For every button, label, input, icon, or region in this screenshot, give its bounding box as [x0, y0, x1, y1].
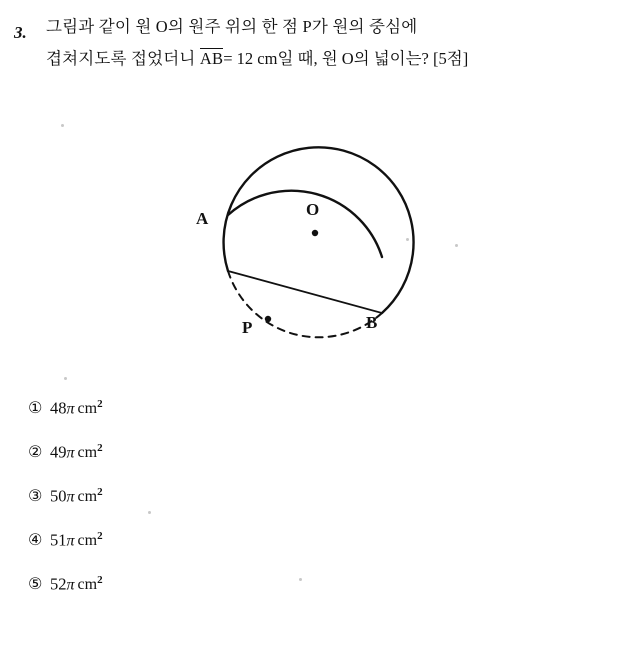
circle-o-solid-arc — [224, 147, 414, 313]
choice-value: 52 — [50, 574, 67, 594]
scan-speck — [61, 124, 64, 127]
scan-speck — [299, 578, 302, 581]
scan-speck — [406, 238, 409, 241]
choice-value: 51 — [50, 530, 67, 550]
question-line-1: 그림과 같이 원 O의 원주 위의 한 점 P가 원의 중심에 — [46, 17, 418, 36]
question-number: 3. — [14, 23, 27, 42]
choice-unit: cm — [77, 444, 98, 462]
choice-exponent: 2 — [97, 574, 103, 586]
pi-symbol: π — [66, 532, 75, 550]
choice-option[interactable] — [28, 442, 408, 486]
choice-exponent: 2 — [97, 486, 103, 498]
pi-symbol: π — [66, 400, 75, 418]
pi-symbol: π — [66, 488, 75, 506]
scan-speck — [64, 377, 67, 380]
choice-exponent: 2 — [97, 398, 103, 410]
question-line-2-suffix: = 12 cm일 때, 원 O의 넓이는? [5점] — [223, 49, 469, 68]
question-line-2 — [46, 44, 614, 74]
answer-choices — [28, 398, 408, 618]
choice-unit: cm — [77, 488, 98, 506]
choice-option[interactable] — [28, 574, 408, 618]
choice-marker: ④ — [28, 530, 43, 550]
label-b: B — [366, 313, 378, 332]
scan-speck — [455, 244, 458, 247]
label-o: O — [306, 200, 320, 219]
label-a: A — [196, 209, 209, 228]
choice-value: 50 — [50, 486, 67, 506]
choice-value: 49 — [50, 442, 67, 462]
choice-option[interactable] — [28, 530, 408, 574]
choice-option[interactable] — [28, 486, 408, 530]
choice-unit: cm — [77, 400, 98, 418]
center-point-o — [312, 230, 318, 236]
choice-value: 48 — [50, 398, 67, 418]
geometry-figure — [180, 103, 450, 363]
label-p: P — [242, 318, 253, 337]
choice-unit: cm — [77, 576, 98, 594]
choice-option[interactable] — [28, 398, 408, 442]
point-p-dot — [265, 316, 271, 322]
figure-svg — [180, 103, 450, 363]
chord-ab — [228, 271, 382, 313]
scan-speck — [148, 511, 151, 514]
question-line-2-prefix: 겹쳐지도록 접었더니 — [46, 49, 200, 68]
pi-symbol: π — [66, 576, 75, 594]
choice-marker: ③ — [28, 486, 43, 506]
folded-arc — [228, 191, 382, 257]
choice-exponent: 2 — [97, 442, 103, 454]
choice-marker: ⑤ — [28, 574, 43, 594]
question-stem — [14, 12, 614, 74]
choice-marker: ① — [28, 398, 43, 418]
choice-marker: ② — [28, 442, 43, 462]
segment-ab-overline: AB — [199, 49, 224, 68]
choice-unit: cm — [77, 532, 98, 550]
choice-exponent: 2 — [97, 530, 103, 542]
pi-symbol: π — [66, 444, 75, 462]
